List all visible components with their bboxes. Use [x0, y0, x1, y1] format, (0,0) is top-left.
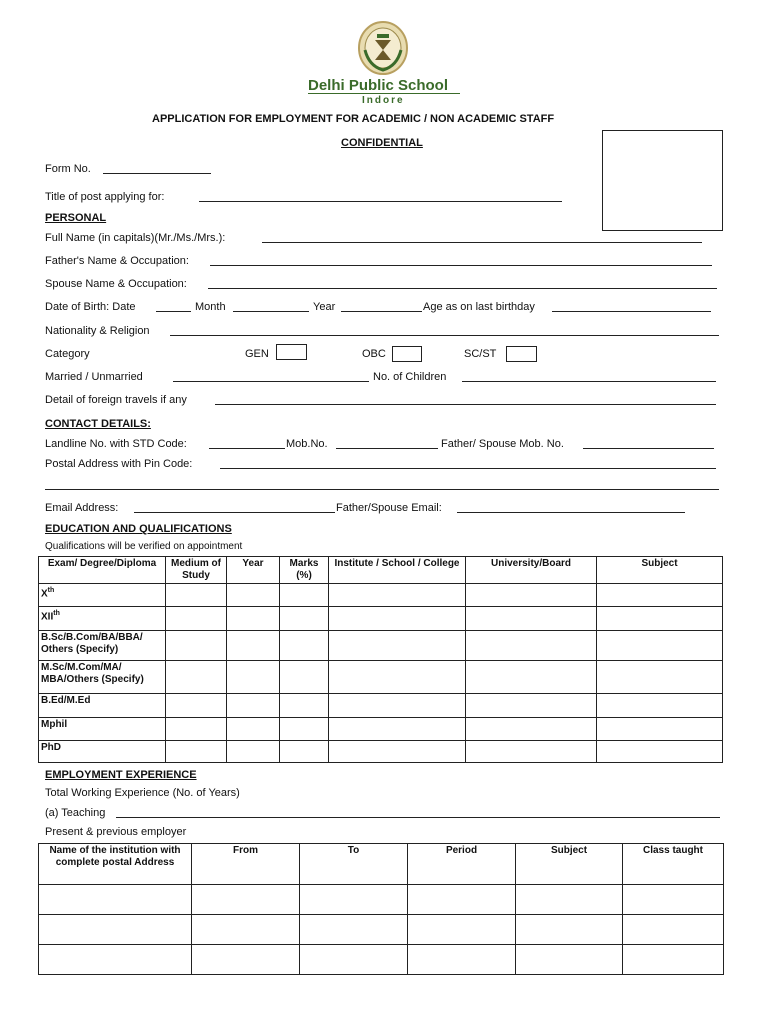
postal-field-2[interactable] [45, 489, 719, 490]
post-title-field[interactable] [199, 201, 562, 202]
table-cell[interactable] [227, 741, 280, 763]
education-header-row [39, 557, 723, 584]
col-medium: Medium of Study [166, 557, 227, 584]
table-cell[interactable] [227, 694, 280, 718]
postal-field-1[interactable] [220, 468, 716, 469]
full-name-label: Full Name (in capitals)(Mr./Ms./Mrs.): [45, 232, 226, 244]
table-cell[interactable] [329, 631, 466, 661]
row-label: M.Sc/M.Com/MA/ MBA/Others (Specify) [39, 661, 166, 694]
col-institution: Name of the institution with complete postal Address [39, 844, 192, 885]
confidential-label: CONFIDENTIAL [341, 137, 423, 149]
obc-label: OBC [362, 348, 386, 360]
col-exam: Exam/ Degree/Diploma [39, 557, 166, 584]
table-cell[interactable] [597, 661, 723, 694]
row-label: Mphil [39, 718, 166, 741]
employment-header-row [39, 844, 724, 885]
table-cell[interactable] [516, 945, 623, 975]
col-class: Class taught [623, 844, 724, 885]
father-mob-field[interactable] [583, 448, 714, 449]
teaching-field[interactable] [116, 817, 720, 818]
education-heading: EDUCATION AND QUALIFICATIONS [45, 523, 232, 535]
father-mob-label: Father/ Spouse Mob. No. [441, 438, 564, 450]
table-cell[interactable] [280, 694, 329, 718]
table-row [39, 741, 723, 763]
table-row [39, 915, 724, 945]
obc-checkbox[interactable] [392, 346, 422, 362]
post-title-label: Title of post applying for: [45, 191, 165, 203]
table-cell[interactable] [280, 741, 329, 763]
form-title: APPLICATION FOR EMPLOYMENT FOR ACADEMIC / NON ACADEMIC STAFF [152, 113, 555, 125]
table-cell[interactable] [466, 631, 597, 661]
email-field[interactable] [134, 512, 335, 513]
table-cell[interactable] [408, 885, 516, 915]
table-cell[interactable] [280, 718, 329, 741]
education-note: Qualifications will be verified on appointment [45, 541, 243, 552]
table-cell[interactable] [280, 631, 329, 661]
table-row [39, 885, 724, 915]
landline-field[interactable] [209, 448, 285, 449]
scst-label: SC/ST [464, 348, 497, 360]
table-row [39, 607, 723, 631]
table-cell[interactable] [166, 694, 227, 718]
col-year: Year [227, 557, 280, 584]
dob-label: Date of Birth: Date [45, 301, 136, 313]
table-cell[interactable] [597, 694, 723, 718]
table-cell[interactable] [192, 945, 300, 975]
table-cell[interactable] [166, 741, 227, 763]
school-logo [355, 20, 411, 76]
table-cell[interactable] [166, 661, 227, 694]
col-subject: Subject [597, 557, 723, 584]
table-cell[interactable] [227, 661, 280, 694]
col-emp-subject: Subject [516, 844, 623, 885]
personal-heading: PERSONAL [45, 212, 107, 224]
table-cell[interactable] [597, 631, 723, 661]
col-university: University/Board [466, 557, 597, 584]
table-cell[interactable] [466, 607, 597, 631]
spouse-label: Spouse Name & Occupation: [45, 278, 187, 290]
foreign-label: Detail of foreign travels if any [45, 394, 187, 406]
year-label: Year [313, 301, 336, 313]
table-cell[interactable] [39, 915, 192, 945]
table-cell[interactable] [166, 584, 227, 607]
table-cell[interactable] [597, 584, 723, 607]
table-cell[interactable] [597, 718, 723, 741]
scst-checkbox[interactable] [506, 346, 537, 362]
table-row [39, 945, 724, 975]
table-cell[interactable] [300, 945, 408, 975]
age-field[interactable] [552, 311, 711, 312]
table-row [39, 718, 723, 741]
col-marks: Marks (%) [280, 557, 329, 584]
col-to: To [300, 844, 408, 885]
children-label: No. of Children [373, 371, 447, 383]
row-label: XIIth [39, 607, 166, 631]
table-cell[interactable] [166, 718, 227, 741]
table-cell[interactable] [280, 607, 329, 631]
table-cell[interactable] [623, 885, 724, 915]
gen-label: GEN [245, 348, 269, 360]
education-table [38, 556, 723, 763]
table-row [39, 694, 723, 718]
table-cell[interactable] [39, 885, 192, 915]
father-email-field[interactable] [457, 512, 685, 513]
dob-year-field[interactable] [341, 311, 422, 312]
table-cell[interactable] [280, 661, 329, 694]
employment-heading: EMPLOYMENT EXPERIENCE [45, 769, 197, 781]
table-cell[interactable] [516, 885, 623, 915]
table-cell[interactable] [329, 607, 466, 631]
table-cell[interactable] [192, 915, 300, 945]
school-city: Indore [362, 95, 405, 106]
married-field[interactable] [173, 381, 369, 382]
table-cell[interactable] [597, 607, 723, 631]
table-cell[interactable] [597, 741, 723, 763]
table-cell[interactable] [227, 631, 280, 661]
row-label: B.Sc/B.Com/BA/BBA/ Others (Specify) [39, 631, 166, 661]
father-field[interactable] [210, 265, 712, 266]
table-cell[interactable] [466, 741, 597, 763]
father-label: Father's Name & Occupation: [45, 255, 189, 267]
age-label: Age as on last birthday [423, 301, 535, 313]
table-cell[interactable] [227, 718, 280, 741]
table-cell[interactable] [466, 584, 597, 607]
row-label: PhD [39, 741, 166, 763]
gen-checkbox[interactable] [276, 344, 307, 360]
table-cell[interactable] [408, 915, 516, 945]
postal-label: Postal Address with Pin Code: [45, 458, 193, 470]
teaching-label: (a) Teaching [45, 807, 106, 819]
table-cell[interactable] [329, 718, 466, 741]
married-label: Married / Unmarried [45, 371, 143, 383]
table-cell[interactable] [280, 584, 329, 607]
mob-field[interactable] [336, 448, 438, 449]
dob-date-field[interactable] [156, 311, 191, 312]
table-cell[interactable] [329, 661, 466, 694]
table-cell[interactable] [329, 741, 466, 763]
table-row [39, 584, 723, 607]
table-cell[interactable] [466, 661, 597, 694]
table-cell[interactable] [516, 915, 623, 945]
row-label: B.Ed/M.Ed [39, 694, 166, 718]
table-row [39, 661, 723, 694]
employment-table [38, 843, 724, 975]
nationality-field[interactable] [170, 335, 719, 336]
table-cell[interactable] [227, 584, 280, 607]
col-from: From [192, 844, 300, 885]
table-cell[interactable] [329, 694, 466, 718]
table-cell[interactable] [300, 885, 408, 915]
form-no-field[interactable] [103, 173, 211, 174]
form-no-label: Form No. [45, 163, 91, 175]
dob-month-field[interactable] [233, 311, 309, 312]
table-cell[interactable] [166, 631, 227, 661]
table-cell[interactable] [39, 945, 192, 975]
table-cell[interactable] [466, 718, 597, 741]
table-cell[interactable] [192, 885, 300, 915]
col-period: Period [408, 844, 516, 885]
total-experience-label: Total Working Experience (No. of Years) [45, 787, 240, 799]
spouse-field[interactable] [208, 288, 717, 289]
photo-box[interactable] [602, 130, 723, 231]
contact-heading: CONTACT DETAILS: [45, 418, 151, 430]
school-name: Delhi Public School [308, 77, 449, 94]
row-label: Xth [39, 584, 166, 607]
col-institute: Institute / School / College [329, 557, 466, 584]
table-cell[interactable] [466, 694, 597, 718]
children-field[interactable] [462, 381, 716, 382]
table-cell[interactable] [300, 915, 408, 945]
table-cell[interactable] [227, 607, 280, 631]
school-crest-icon [355, 20, 411, 76]
full-name-field[interactable] [262, 242, 702, 243]
nationality-label: Nationality & Religion [45, 325, 150, 337]
table-cell[interactable] [408, 945, 516, 975]
table-row [39, 631, 723, 661]
email-label: Email Address: [45, 502, 119, 514]
category-label: Category [45, 348, 90, 360]
month-label: Month [195, 301, 226, 313]
foreign-field[interactable] [215, 404, 716, 405]
landline-label: Landline No. with STD Code: [45, 438, 187, 450]
table-cell[interactable] [623, 915, 724, 945]
father-email-label: Father/Spouse Email: [336, 502, 442, 514]
table-cell[interactable] [623, 945, 724, 975]
table-cell[interactable] [329, 584, 466, 607]
present-employer-label: Present & previous employer [45, 826, 187, 838]
table-cell[interactable] [166, 607, 227, 631]
mob-label: Mob.No. [286, 438, 328, 450]
